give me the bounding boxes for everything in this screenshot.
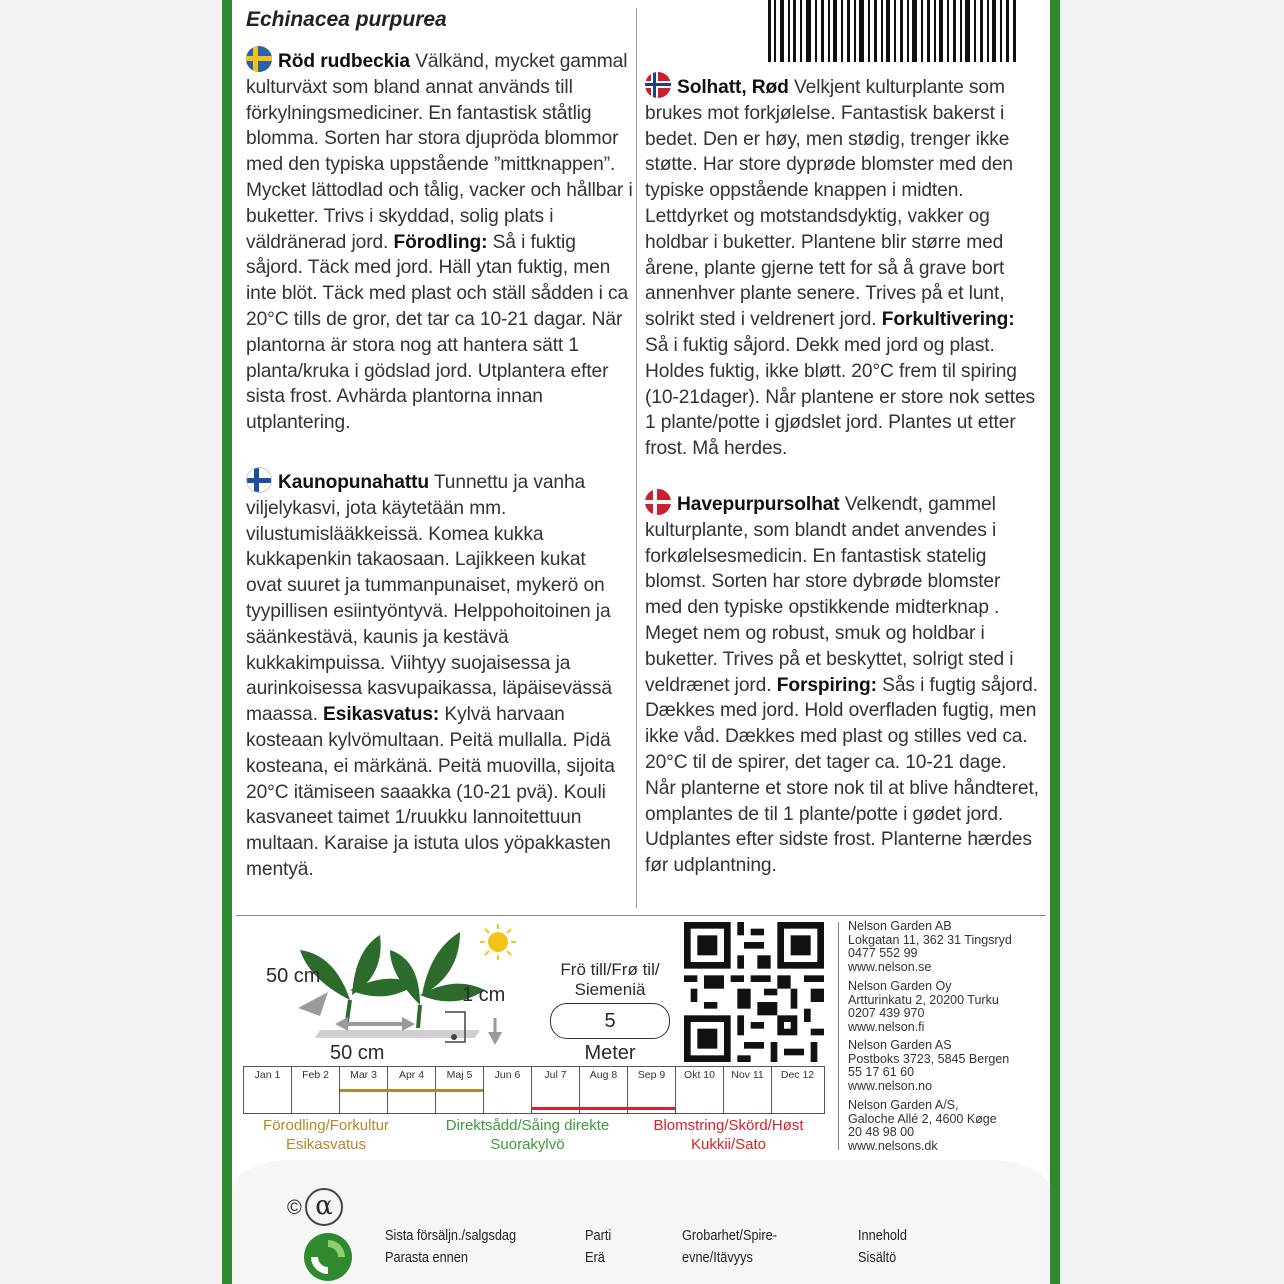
- section-divider: [236, 915, 1046, 916]
- content-line1: Innehold: [858, 1227, 907, 1244]
- legend-bloom-line2: Kukkii/Sato: [690, 1136, 767, 1153]
- company-website: www.nelson.no: [848, 1078, 933, 1093]
- company-name: Nelson Garden A/S,: [848, 1098, 959, 1112]
- address-finland: [848, 980, 999, 1034]
- section-body: Velkjent kulturplante som brukes mot forkjølelse. Fantastisk bakerst i bedet. Den er høy, men stødig, trenger ikke støtte. Har store dyprøde blomster med den typiske oppstående knappen i midten. Lettdyrket og motstandsdyktig, vakker og holdbar i buketter. Plantene blir større med årene, plante gjerne tett for så å grave bort annenhver plante senere. Trives på et lunt, solrikt sted i veldrenert jord.: [645, 77, 1013, 331]
- seeds-per-unit: Meter: [584, 1042, 636, 1064]
- section-finnish: [246, 467, 626, 883]
- seeds-per-label-line1: Frö till/Frø til/: [560, 960, 660, 979]
- section-sub-body: Så i fuktig såjord. Dekk med jord og plast. Holdes fuktig, ikke bløtt. 20°C frem til spiring (10-21dager). Når plantene er store nok settes 1 plante/potte i gjødslet jord. Plantes ut etter frost. Må herdes.: [645, 334, 1036, 460]
- calendar-month: Dec 12: [780, 1069, 815, 1081]
- germination-line2: evne/Itävyys: [682, 1249, 753, 1266]
- qr-code: [684, 922, 824, 1062]
- section-swedish: [246, 46, 636, 436]
- address-sweden: [848, 920, 1012, 974]
- bloom-bar: [532, 1107, 675, 1110]
- company-name: Nelson Garden AS: [848, 1038, 952, 1052]
- species-name: Echinacea purpurea: [246, 8, 447, 31]
- address-divider: [838, 922, 839, 1150]
- germination-label: [682, 1225, 777, 1269]
- left-green-border: [222, 0, 232, 1284]
- calendar-month: Okt 10: [676, 1067, 724, 1113]
- denmark-flag-icon: [645, 489, 671, 515]
- company-phone: 55 17 61 60: [848, 1065, 915, 1079]
- company-street: Postboks 3723, 5845 Bergen: [848, 1051, 1010, 1066]
- finland-flag-icon: [246, 467, 272, 493]
- last-sale-line2: Parasta ennen: [385, 1249, 468, 1266]
- calendar-month: Maj 5: [436, 1067, 484, 1113]
- calendar-month: Jan 1: [244, 1067, 292, 1113]
- section-body: Välkänd, mycket gammal kulturväxt som bland annat används till förkylningsmediciner. En fantastisk ståtlig blomma. Sorten har stora djupröda blommor med den typiska uppstående ”mittknappen”. Mycket lättodlad och tålig, vacker och hållbar i buketter. Trivs i skyddad, solig plats i väldränerad jord.: [246, 51, 633, 253]
- legend-indoor-line2: Esikasvatus: [285, 1136, 367, 1153]
- sowing-depth-label: 1 cm: [462, 984, 506, 1006]
- company-website: www.nelsons.dk: [848, 1138, 938, 1153]
- company-phone: 0477 552 99: [848, 946, 918, 960]
- section-title: Havepurpursolhat: [677, 494, 840, 515]
- row-spacing-label: 50 cm: [330, 1042, 385, 1064]
- calendar-month: Jun 6: [484, 1067, 532, 1113]
- section-body: Tunnettu ja vanha viljelykasvi, jota käytetään mm. vilustumislääkkeissä. Komea kukka kukkapenkin takaosaan. Lajikkeen kukat ovat suuret ja tummanpunaiset, mykerö on tyypillisen esiintyöntyvä. Helppohoitoinen ja säänkestävä, kaunis ja kestävä kukkakimpuissa. Viihtyy suojaisessa ja aurinkoisessa kasvupaikassa, läpäisevässä maassa.: [246, 472, 612, 726]
- legend-direct-line2: Suorakylvö: [490, 1136, 565, 1153]
- company-phone: 0207 439 970: [848, 1006, 925, 1020]
- calendar-month: Apr 4: [388, 1067, 436, 1113]
- company-street: Artturinkatu 2, 20200 Turku: [848, 992, 999, 1007]
- sow-indoor-bar: [340, 1089, 483, 1092]
- legend-bloom-line1: Blomstring/Skörd/Høst: [653, 1117, 804, 1134]
- calendar-month: Sep 9: [628, 1067, 676, 1113]
- company-phone: 20 48 98 00: [848, 1125, 915, 1139]
- calendar-month: Jul 7: [532, 1067, 580, 1113]
- legend-direct-line1: Direktsådd/Såing direkte: [445, 1117, 610, 1134]
- section-danish: [645, 489, 1040, 879]
- company-name: Nelson Garden AB: [848, 919, 952, 933]
- column-divider: [636, 8, 637, 908]
- legend-direct: [425, 1116, 630, 1154]
- section-sub-body: Kylvä harvaan kosteaan kylvömultaan. Peitä mullalla. Pidä kosteana, ei märkänä. Peitä muovilla, sijoita 20°C itämiseen saaakka (10-21 pvä). Kouli kasvaneet taimet 1/ruukku lannoitettuun multaan. Karaise ja istuta ulos yöpakkasten mentyä.: [246, 704, 615, 880]
- sweden-flag-icon: [246, 46, 272, 72]
- company-website: www.nelson.fi: [848, 1019, 925, 1034]
- seed-icon: [451, 1034, 457, 1040]
- address-norway: [848, 1039, 1009, 1093]
- section-body: Velkendt, gammel kulturplante, som blandt andet anvendes i forkølelsesmedicin. En fantastisk statelig blomst. Sorten har store dybrøde blomster med den typiske opstikkende midterknap . Meget nem og robust, smuk og holdbar i buketter. Trives på et beskyttet, solrigt sted i veldrænet jord.: [645, 494, 1014, 696]
- sun-icon: [488, 932, 508, 952]
- plant-spacing-label: 50 cm: [266, 965, 321, 987]
- content-line2: Sisältö: [858, 1249, 897, 1266]
- seeds-per-label-line2: Siemeniä: [574, 980, 646, 999]
- sowing-calendar: [243, 1066, 825, 1114]
- legend-indoor-line1: Förodling/Forkultur: [263, 1117, 389, 1134]
- right-green-border: [1050, 0, 1060, 1284]
- alpha-logo-icon: α: [305, 1188, 343, 1226]
- germination-line1: Grobarhet/Spire-: [682, 1227, 777, 1244]
- company-website: www.nelson.se: [848, 959, 932, 974]
- section-subtitle: Forkultivering:: [881, 309, 1015, 331]
- section-subtitle: Esikasvatus:: [323, 704, 440, 726]
- lot-line2: Erä: [585, 1249, 605, 1266]
- section-sub-body: Sås i fugtig såjord. Dækkes med jord. Hold overfladen fugtig, men ikke våd. Dækkes med plast og stilles ved ca. 20°C til de spirer, det tager ca. 10-21 dage. Når planterne et store nok til at blive håndteret, omplantes de til 1 plante/potte i gødet jord. Udplantes efter sidste frost. Planterne hærdes før udplantning.: [645, 674, 1039, 877]
- company-street: Lokgatan 11, 362 31 Tingsryd: [848, 932, 1012, 947]
- norway-flag-icon: [645, 72, 671, 98]
- section-subtitle: Forspiring:: [776, 674, 877, 696]
- lot-line1: Parti: [585, 1227, 612, 1244]
- company-street: Galoche Allé 2, 4600 Køge: [848, 1111, 997, 1126]
- address-denmark: [848, 1099, 997, 1153]
- section-sub-body: Så i fuktig såjord. Täck med jord. Häll ytan fuktig, men inte blöt. Täck med plast och ställ sådden i ca 20°C tills de gror, det tar ca 10-21 dagar. När plantorna är stora nog att hantera sätt 1 planta/kruka i gödslad jord. Utplantera efter sista frost. Avhärda plantorna innan utplantering.: [246, 231, 629, 434]
- calendar-month: Mar 3: [340, 1067, 388, 1113]
- calendar-month: Feb 2: [292, 1067, 340, 1113]
- seeds-per-value: 5: [550, 1003, 670, 1039]
- copyright-symbol: ©: [287, 1197, 302, 1219]
- section-norwegian: [645, 72, 1040, 462]
- section-title: Solhatt, Rød: [677, 77, 789, 98]
- legend-bloom: [636, 1116, 821, 1154]
- section-title: Kaunopunahattu: [278, 472, 430, 493]
- content-label: [858, 1225, 907, 1269]
- section-title: Röd rudbeckia: [278, 51, 410, 72]
- last-sale-line1: Sista försäljn./salgsdag: [385, 1227, 517, 1244]
- seeds-per-label: [540, 960, 680, 1000]
- last-sale-label: [385, 1225, 516, 1269]
- lot-label: [585, 1225, 611, 1269]
- company-name: Nelson Garden Oy: [848, 979, 952, 993]
- green-dot-recycle-icon: [303, 1232, 353, 1282]
- calendar-month: Aug 8: [580, 1067, 628, 1113]
- barcode: [766, 0, 1018, 62]
- legend-indoor: [246, 1116, 406, 1154]
- section-subtitle: Förodling:: [393, 231, 488, 253]
- calendar-month: Nov 11: [724, 1067, 772, 1113]
- footer-panel: [232, 1160, 1050, 1284]
